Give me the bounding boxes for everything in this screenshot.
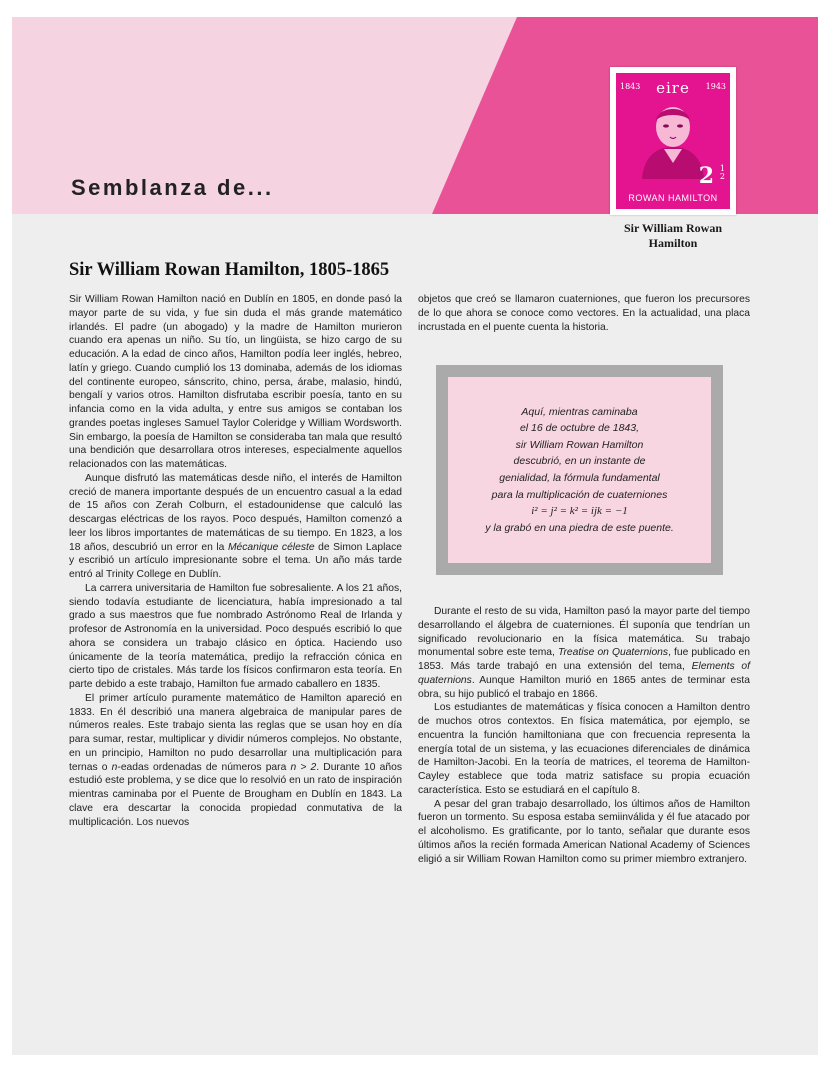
right-column-bottom	[418, 605, 750, 866]
stamp-fraction: 1 2	[719, 164, 725, 181]
stamp-year-left: 1843	[620, 82, 641, 91]
paragraph: Los estudiantes de matemáticas y física conocen a Hamilton dentro de muchos otros contextos. En física matemática, por ejemplo, se encuentra la función hamiltoniana que con frecuencia representa la energía total de un sistema, y las ecuaciones diferenciales de dinámica de Hamilton-Jacobi. En la teoría de matrices, el teorema de Hamilton-Cayley establece que toda matriz satisface su propia ecuación característica. Esto se estudiará en el capítulo 8.	[418, 702, 750, 796]
paragraph: Durante el resto de su vida, Hamilton pasó la mayor parte del tiempo desarrollando el álgebra de cuaterniones. Él suponía que tendrían un significado revolucionario en la física matemática. Su trabajo monumental sobre este tema, Treatise on Quaternions, fue publicado en 1853. Más tarde trabajó en una extensión del tema, Elements of quaternions. Aunque Hamilton murió en 1865 antes de terminar esta obra, su hijo publicó el trabajo en 1866.	[418, 606, 750, 700]
paragraph: Aunque disfrutó las matemáticas desde niño, el interés de Hamilton creció de manera importante después de un encuentro casual a la edad de 15 años con Zerah Colburn, el estadounidense que calculó las descargas eléctricas de los rayos. Poco después, Hamilton comenzó a leer los libros importantes de matemáticas de su tiempo. En 1823, a los 18 años, descubrió un error en la Mécanique céleste de Simon Laplace y escribió un artículo impresionante sobre el tema. Un año más tarde entró al Trinity College en Dublín.	[69, 472, 402, 580]
stamp-country: eire	[656, 79, 690, 97]
right-column-top	[418, 293, 750, 334]
quaternion-formula: i² = j² = k² = ijk = −1	[531, 505, 628, 518]
section-title: Semblanza de...	[71, 175, 274, 200]
paragraph: El primer artículo puramente matemático de Hamilton apareció en 1833. En él describió una manera algebraica de manipular pares de números reales. Este trabajo sienta las reglas que se usan hoy en día para sumar, restar, multiplicar y dividir números complejos. No obstante, en un principio, Hamilton no pudo desarrollar una multiplicación para ternas o n-eadas ordenadas de números para n > 2. Durante 10 años estudió este problema, y se dice que lo resolvió en un rato de inspiración mientras caminaba por el Puente de Brougham en Dublín en 1843. La clave era descartar la conocida propiedad conmutativa de la multiplicación. Los nuevos	[69, 692, 402, 828]
paragraph: objetos que creó se llamaron cuaterniones, que fueron los precursores de lo que ahora se conoce como vectores. En la actualidad, una placa incrustada en el puente cuenta la historia.	[418, 294, 750, 333]
stamp-face	[616, 73, 730, 209]
stamp-name: ROWAN HAMILTON	[628, 193, 718, 203]
paragraph: A pesar del gran trabajo desarrollado, los últimos años de Hamilton fueron un tormento. Su esposa estaba semiinválida y él fue atacado por el alcoholismo. Es gratificante, por lo tanto, señalar que durante esos últimos años la recién formada American National Academy of Sciences eligió a sir William Rowan Hamilton como su primer miembro extranjero.	[418, 798, 750, 865]
plaque-quote-box	[436, 365, 723, 575]
stamp-year-right: 1943	[705, 82, 726, 91]
article-title: Sir William Rowan Hamilton, 1805-1865	[69, 260, 390, 280]
stamp-image	[610, 67, 736, 215]
stamp-value: 2	[698, 163, 714, 189]
page	[12, 17, 818, 1055]
plaque-quote-inner	[448, 377, 711, 563]
paragraph: La carrera universitaria de Hamilton fue sobresaliente. A los 21 años, siendo todavía estudiante de licenciatura, había impresionado a tal grado a sus maestros que fue nombrado Astrónomo Real de Irlanda y profesor de Astronomía en la universidad. Poco después escribió lo que ahora se considera un trabajo clásico en óptica. Haciendo uso únicamente de la teoría matemática, predijo la refracción cónica en cierto tipo de cristales. Más tarde los físicos confirmaron esta teoría. En parte debido a este trabajo, Hamilton fue armado caballero en 1835.	[69, 582, 402, 690]
paragraph: Sir William Rowan Hamilton nació en Dublín en 1805, en donde pasó la mayor parte de su vida, y fue sin duda el más grande matemático irlandés. El padre (un abogado) y la madre de Hamilton murieron cuando era apenas un niño. Su tío, un lingüista, se hizo cargo de su educación. A la edad de cinco años, Hamilton podía leer inglés, hebreo, latín y griego. Cuando cumplió los 13 dominaba, además de los idiomas del continente europeo, sánscrito, chino, persa, árabe, malasio, hindú, bengalí y varios otros. Hamilton disfrutaba escribir poesía, tanto en su infancia como en la vida adulta, y entre sus amigos se contaban los grandes poetas ingleses Samuel Taylor Coleridge y William Wordsworth. Sin embargo, la poesía de Hamilton se consideraba tan mala que resultó una bendición que desarrollara otros intereses, especialmente aquellos relacionados con las matemáticas.	[69, 294, 402, 470]
plaque-quote-text: Aquí, mientras caminaba el 16 de octubre de 1843, sir William Rowan Hamilton descubrió, en un instante de genialidad, la fórmula fundamental para la multiplicación de cuaterniones i² = j² = k² = ijk = −1 y la grabó en una piedra de este puente.	[485, 405, 674, 534]
left-column	[69, 293, 402, 829]
stamp-caption: Sir William Rowan Hamilton	[623, 221, 723, 250]
